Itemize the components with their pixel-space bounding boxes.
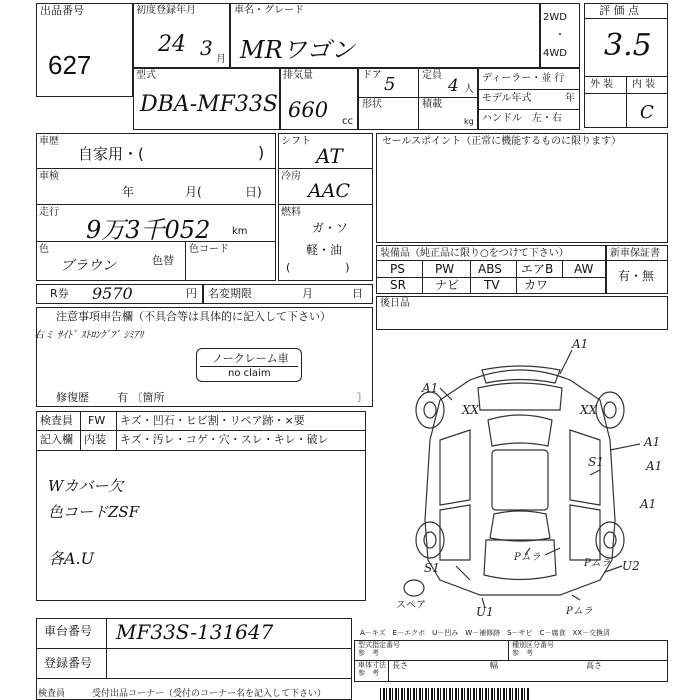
history-close: ) [258, 143, 265, 162]
warranty-label: 新車保証書 [610, 248, 660, 259]
first-reg-month: 3 [200, 36, 213, 60]
after-box [376, 296, 668, 330]
equip-pw: PW [435, 262, 455, 276]
repair-label: 修復歴 [56, 391, 89, 404]
rating-value: 3.5 [604, 28, 652, 63]
cc-unit: cc [342, 116, 353, 127]
ac-label: 冷房 [281, 171, 301, 182]
mileage-value: 9万3千052 [86, 216, 211, 244]
recycle-label: R券 [50, 287, 69, 300]
remarks-box [36, 451, 366, 601]
color-change-label: 色替 [152, 254, 174, 267]
mileage-label: 走行 [39, 207, 59, 218]
equip-airbag: エアB [521, 262, 554, 276]
exterior-label: 外 装 [590, 79, 614, 90]
barcode [380, 688, 530, 700]
shape-label: 形状 [362, 99, 382, 110]
width-label: 幅 [490, 661, 498, 670]
rating-label: 評 価 点 [599, 4, 639, 17]
mark-u1: U1 [476, 605, 494, 619]
height-label: 高さ [586, 661, 602, 670]
car-name-label: 車名・グレード [234, 5, 304, 16]
len-label: 長さ [392, 661, 408, 670]
kg-unit: kg [464, 117, 474, 126]
name-change-month: 月 [302, 287, 313, 300]
color-code-label: 色コード [189, 244, 229, 255]
no-claim-jp: ノークレーム車 [212, 352, 289, 365]
model-label: 型式 [136, 70, 156, 81]
recycle-value: 9570 [92, 284, 133, 303]
class-label: 種別区分番号 参 考 [512, 641, 554, 657]
capacity-value: 4 [448, 76, 459, 96]
chassis-value: MF33S-131647 [116, 620, 274, 644]
fuel-paren: ( ) [286, 261, 350, 274]
equip-tv: TV [484, 278, 500, 292]
drive-4wd: 4WD [543, 48, 567, 59]
remark-3: 各A.U [48, 549, 95, 568]
color-value: ブラウン [60, 258, 116, 274]
equip-abs: ABS [478, 262, 502, 276]
reg-label: 登録番号 [44, 656, 93, 670]
capacity-unit: 人 [464, 84, 474, 95]
handle-label: ハンドル 左・右 [482, 113, 562, 124]
attention-label: 注意事項申告欄（不具合等は具体的に記入して下さい） [56, 310, 331, 323]
inspection-month: 月( [185, 185, 202, 199]
doors-value: 5 [384, 74, 396, 95]
repair-value: 有 〔箇所 [117, 391, 165, 404]
doors-label: ドア [362, 70, 382, 81]
shift-label: シフト [281, 136, 311, 147]
first-reg-year: 24 [158, 32, 186, 57]
displacement-value: 660 [288, 98, 329, 122]
lot-number: 627 [48, 50, 92, 80]
mark-s1-right: S1 [588, 455, 604, 469]
inspection-label: 車検 [39, 171, 59, 182]
remark-1: Wカバー欠 [48, 477, 124, 495]
mark-a1-right-front: A1 [644, 435, 661, 449]
mark-a1-right: A1 [646, 459, 663, 473]
repair-close: 〕 [357, 391, 368, 404]
recycle-yen: 円 [186, 287, 197, 300]
attention-note: 右ミ ｻｲﾄﾞ ｽﾄﾛﾝｸﾞﾌﾞ ｼﾐｱﾘ [34, 330, 144, 341]
capacity-label: 定員 [422, 70, 442, 81]
equip-ps: PS [390, 262, 405, 276]
displacement-label: 排気量 [283, 70, 313, 81]
inspector-label: 検査員 [40, 414, 73, 427]
drive-2wd: 2WD [543, 12, 567, 23]
drive-dot: ・ [555, 30, 565, 41]
fw-label: FW [88, 414, 106, 427]
inspection-year: 年 [122, 185, 135, 199]
interior-grade: C [640, 102, 654, 123]
mark-xx-right: XX [580, 403, 598, 417]
shift-value: AT [316, 144, 343, 168]
history-label: 車歴 [39, 136, 59, 147]
remark-2: 色コードZSF [48, 503, 140, 521]
month-unit: 月 [216, 54, 226, 65]
legend: A－キズ E－エクボ U－凹み W－補修跡 S－サビ C－腐食 XX－交換済 [360, 629, 611, 637]
dealer-label: ディーラー・並 行 [482, 73, 565, 84]
year-unit: 年 [565, 93, 575, 104]
fuel-label: 燃料 [281, 207, 301, 218]
entry-label: 記入欄 [40, 433, 73, 446]
inspection-day: 日) [245, 185, 262, 199]
dim-label: 車体寸法 参 考 [358, 661, 386, 677]
interior-label: 内 装 [632, 79, 656, 90]
equip-navi: ナビ [435, 278, 460, 292]
lot-label: 出品番号 [40, 4, 84, 17]
mark-pmura-rear-right: Pムラ [584, 558, 611, 569]
footer-text: 受付出品コーナー（受付のコーナー名を記入して下さい） [92, 689, 327, 699]
model-value: DBA-MF33S [140, 92, 278, 117]
no-claim-en: no claim [228, 368, 271, 379]
mark-a1-left-front: A1 [422, 381, 439, 395]
int-label: 内装 [84, 433, 106, 446]
ac-value: AAC [308, 180, 350, 202]
mark-a1-front: A1 [572, 337, 589, 351]
mark-pmura-bottom: Pムラ [566, 606, 593, 617]
equip-leather: カワ [524, 278, 549, 292]
name-change-day: 日 [352, 287, 363, 300]
mark-s1-left: S1 [424, 561, 440, 575]
load-label: 積載 [422, 99, 442, 110]
fuel-light: 軽・油 [306, 243, 343, 257]
equip-sr: SR [390, 278, 406, 292]
int-desc: キズ・汚レ・コゲ・穴・スレ・キレ・破レ [120, 433, 329, 446]
equip-aw: AW [574, 262, 594, 276]
sales-point-box [376, 133, 668, 243]
after-label: 後日品 [380, 298, 410, 309]
sales-point-label: セールスポイント（正常に機能するものに限ります） [382, 136, 622, 147]
mark-u2: U2 [622, 559, 640, 573]
mark-spare: スペア [396, 600, 426, 611]
car-name: MRワゴン [240, 36, 355, 64]
fuel-options: ガ・ソ [312, 221, 349, 235]
color-label: 色 [39, 244, 49, 255]
mark-xx-left: XX [462, 403, 480, 417]
model-year-label: モデル年式 [482, 93, 532, 104]
equipment-label: 装備品（純正品に限り○をつけて下さい） [380, 248, 569, 259]
chassis-label: 車台番号 [44, 624, 93, 638]
fw-desc: キズ・凹石・ヒビ割・リペア跡・×要 [120, 414, 305, 427]
history-value: 自家用・( [78, 145, 144, 163]
footer-left: 検査員 [38, 689, 66, 699]
mark-pmura-rear-left: Pムラ [514, 552, 541, 563]
warranty-value: 有・無 [618, 269, 655, 283]
first-reg-label: 初度登録年月 [136, 5, 196, 16]
name-change-label: 名変期限 [208, 287, 252, 300]
km-unit: km [232, 226, 248, 237]
mark-s1-bottom: A1 [640, 497, 657, 511]
type-label: 型式指定番号 参 考 [358, 641, 400, 657]
